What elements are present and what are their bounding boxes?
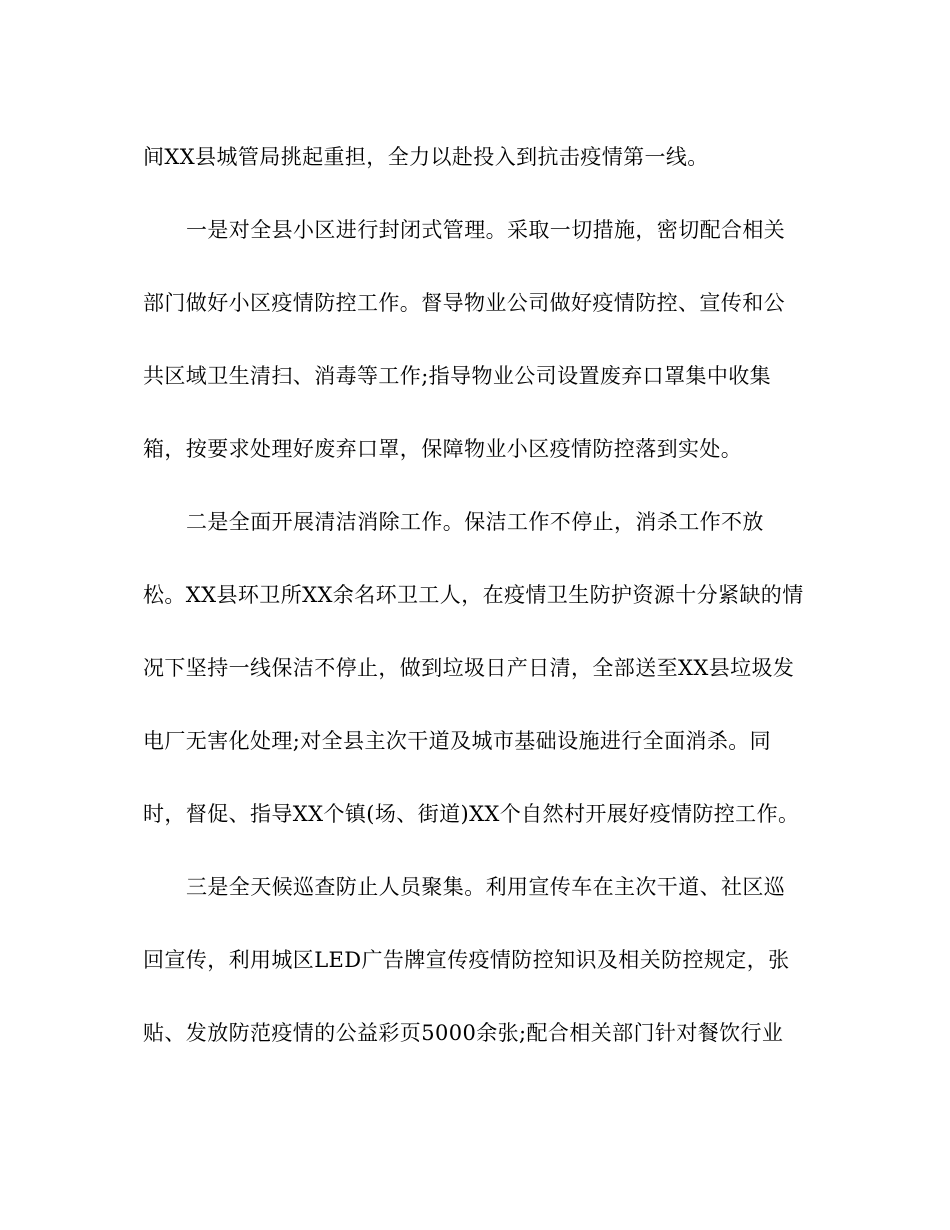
text-line: 回宣传，利用城区LED广告牌宣传疫情防控知识及相关防控规定，张 [143,948,790,972]
text-line: 松。XX县环卫所XX余名环卫工人，在疫情卫生防护资源十分紧缺的情 [143,583,804,607]
text-line: 贴、发放防范疫情的公益彩页5000余张;配合相关部门针对餐饮行业 [143,1021,784,1045]
text-line: 共区域卫生清扫、消毒等工作;指导物业公司设置废弃口罩集中收集 [143,364,772,388]
paragraph-start-line: 一是对全县小区进行封闭式管理。采取一切措施，密切配合相关 [186,218,786,242]
paragraph-start-line: 二是全面开展清洁消除工作。保洁工作不停止，消杀工作不放 [186,510,764,534]
text-line: 时，督促、指导XX个镇(场、街道)XX个自然村开展好疫情防控工作。 [143,802,800,826]
text-line: 况下坚持一线保洁不停止，做到垃圾日产日清，全部送至XX县垃圾发 [143,656,795,680]
paragraph-start-line: 三是全天候巡查防止人员聚集。利用宣传车在主次干道、社区巡 [186,875,786,899]
text-line: 间XX县城管局挑起重担，全力以赴投入到抗击疫情第一线。 [143,145,709,169]
text-line: 部门做好小区疫情防控工作。督导物业公司做好疫情防控、宣传和公 [143,291,785,315]
text-line: 电厂无害化处理;对全县主次干道及城市基础设施进行全面消杀。同 [143,729,772,753]
text-line: 箱，按要求处理好废弃口罩，保障物业小区疫情防控落到实处。 [143,437,743,461]
